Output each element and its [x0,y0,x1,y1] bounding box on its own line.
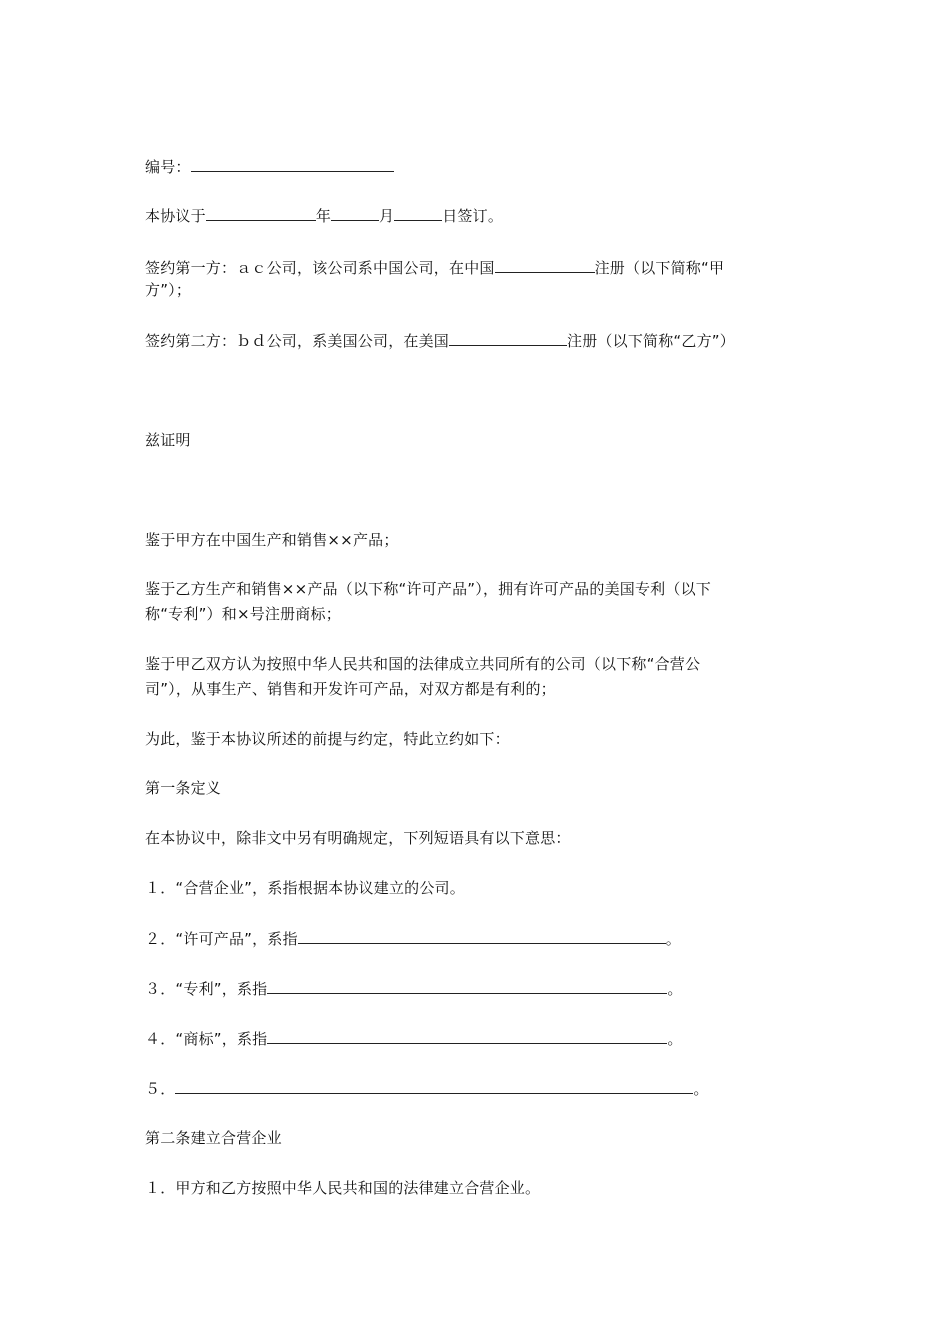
party-b-text-1: 签约第二方：ｂｄ公司，系美国公司，在美国 [145,332,450,350]
definition-item-5-blank [175,1078,693,1094]
recital-4: 为此，鉴于本协议所述的前提与约定，特此立约如下： [145,730,510,748]
definition-item-2-period: 。 [665,930,681,948]
definition-item-3-label: ３．“专利”，系指 [145,980,268,998]
date-prefix: 本协议于 [145,207,206,225]
party-b-text-2: 注册（以下简称“乙方”） [567,332,735,350]
article-1-title: 第一条定义 [145,779,222,797]
party-a-text-2: 注册（以下简称“甲 [594,259,725,277]
definition-item-2-blank [298,928,666,944]
year-blank [206,205,316,221]
recital-1: 鉴于甲方在中国生产和销售××产品； [145,531,399,549]
definition-item-2 [145,928,815,949]
definition-item-4-label: ４．“商标”，系指 [145,1030,268,1048]
recital-2-line-1: 鉴于乙方生产和销售××产品（以下称“许可产品”），拥有许可产品的美国专利（以下 [145,580,711,598]
party-a-text-3: 方”）； [145,281,192,299]
recital-3-line-1: 鉴于甲乙双方认为按照中华人民共和国的法律成立共同所有的公司（以下称“合营公 [145,655,701,673]
definition-item-4-blank [267,1028,667,1044]
definition-item-1: １．“合营企业”，系指根据本协议建立的公司。 [145,879,465,897]
signing-date-line [145,205,815,226]
day-blank [394,205,442,221]
article-2-title: 第二条建立合营企业 [145,1129,282,1147]
definition-item-3 [145,978,815,999]
article-1-intro: 在本协议中，除非文中另有明确规定，下列短语具有以下意思： [145,829,571,847]
serial-number-line [145,156,815,177]
party-a-line-1 [145,257,815,278]
definition-item-5-period: 。 [693,1080,709,1098]
party-a-line-2 [145,280,815,300]
party-b-line [145,330,815,351]
month-blank [331,205,379,221]
serial-number-label: 编号： [145,158,191,176]
article-2-item-1: １．甲方和乙方按照中华人民共和国的法律建立合营企业。 [145,1179,541,1197]
serial-number-blank [191,156,394,172]
month-label: 月 [379,207,395,225]
date-suffix: 日签订。 [442,207,504,225]
definition-item-3-blank [267,978,667,994]
recital-2-line-2: 称“专利”）和×号注册商标； [145,605,341,623]
definition-item-5-label: ５． [145,1080,176,1098]
definition-item-2-label: ２．“许可产品”，系指 [145,930,298,948]
witness-heading: 兹证明 [145,431,191,449]
party-a-text-1: 签约第一方：ａｃ公司，该公司系中国公司，在中国 [145,259,495,277]
definition-item-5 [145,1078,815,1099]
definition-item-4 [145,1028,815,1049]
party-b-registration-blank [449,330,567,346]
recital-3-line-2: 司”），从事生产、销售和开发许可产品，对双方都是有利的； [145,680,556,698]
year-label: 年 [315,207,332,225]
party-a-registration-blank [495,257,595,273]
definition-item-4-period: 。 [667,1030,683,1048]
definition-item-3-period: 。 [667,980,683,998]
